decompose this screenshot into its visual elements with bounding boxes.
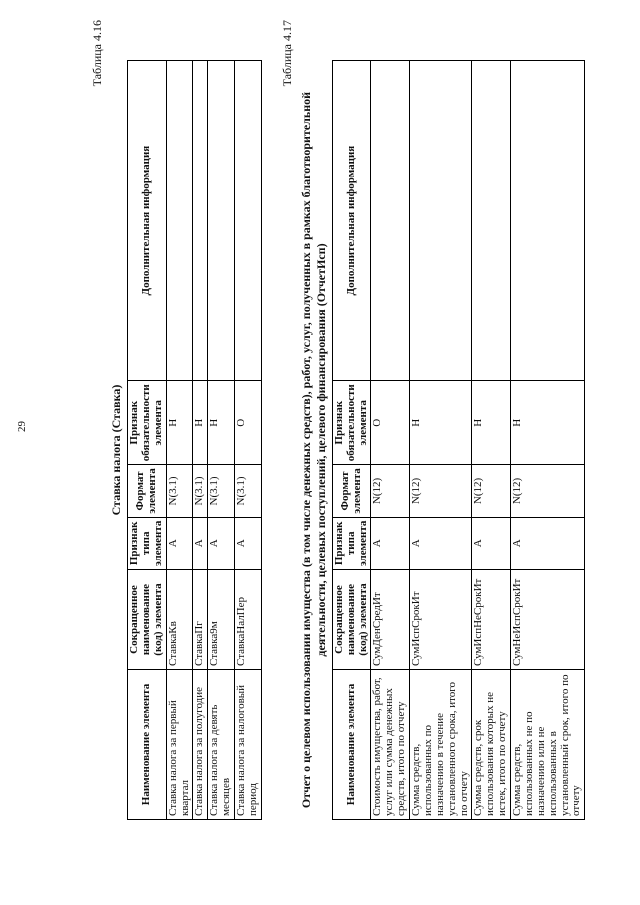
table-cell: СумИспНеСрокИт — [472, 570, 511, 670]
table-cell: А — [193, 517, 208, 569]
table-cell: N(12) — [371, 465, 410, 517]
table-row — [235, 61, 262, 820]
table-cell — [208, 61, 235, 381]
table-17-title: Отчет о целевом использовании имущества (в том числе денежных средств), работ, услуг, полученных в рамках благотворительной деятельности, целевых поступлений, целевого финансирования (ОтчетИсп) — [298, 91, 328, 809]
table-row — [166, 61, 193, 820]
table-17-caption: Таблица 4.17 — [279, 20, 294, 87]
tax-rate-table — [127, 60, 262, 820]
table-cell: А — [371, 517, 410, 569]
column-header: Сокращенное наименование (код) элемента — [332, 570, 371, 670]
usage-report-table — [332, 60, 586, 820]
table-cell: Сумма средств, использованных по назначению в течение установленного срока, итого по отчету — [410, 670, 472, 820]
table-cell: О — [235, 381, 262, 465]
table-cell: Ставка налога за налоговый период — [235, 670, 262, 820]
table-row — [371, 61, 410, 820]
table-cell: Ставка налога за первый квартал — [166, 670, 193, 820]
table-cell: N(3.1) — [235, 465, 262, 517]
table-cell — [511, 61, 585, 381]
table-row — [410, 61, 472, 820]
table-cell: N(3.1) — [208, 465, 235, 517]
table-cell: N(3.1) — [166, 465, 193, 517]
table-cell: А — [235, 517, 262, 569]
column-header: Формат элемента — [128, 465, 167, 517]
table-cell: СтавкаПг — [193, 570, 208, 670]
table-cell: N(12) — [472, 465, 511, 517]
table-header-row — [332, 61, 371, 820]
rotated-content — [90, 20, 583, 880]
table-cell: СтавкаКв — [166, 570, 193, 670]
table-cell — [166, 61, 193, 381]
table-cell — [410, 61, 472, 381]
table-cell: СумДенСредИт — [371, 570, 410, 670]
table-cell — [235, 61, 262, 381]
table-cell: А — [166, 517, 193, 569]
table-header-row — [128, 61, 167, 820]
table-cell — [193, 61, 208, 381]
table-cell: Н — [472, 381, 511, 465]
column-header: Признак обязательности элемента — [332, 381, 371, 465]
table-cell — [371, 61, 410, 381]
table-row — [511, 61, 585, 820]
table-cell: Ставка налога за девять месяцев — [208, 670, 235, 820]
table-cell: Сумма средств, использованных не по назначению или не использованных в установленный срок, итого по отчету — [511, 670, 585, 820]
table-row — [193, 61, 208, 820]
table-cell: Н — [193, 381, 208, 465]
column-header: Дополнительная информация — [128, 61, 167, 381]
table-cell: Н — [511, 381, 585, 465]
column-header: Наименование элемента — [128, 670, 167, 820]
table-cell: Стоимость имущества, работ, услуг или сумма денежных средств, итого по отчету — [371, 670, 410, 820]
column-header: Наименование элемента — [332, 670, 371, 820]
table-row — [472, 61, 511, 820]
table-cell: Сумма средств, срок использования которых не истек, итого по отчету — [472, 670, 511, 820]
table-cell: СумНеИспСрокИт — [511, 570, 585, 670]
table-cell: N(3.1) — [193, 465, 208, 517]
table-cell: Н — [410, 381, 472, 465]
table-cell: СумИспСрокИт — [410, 570, 472, 670]
table-cell: А — [511, 517, 585, 569]
column-header: Формат элемента — [332, 465, 371, 517]
table-cell: А — [208, 517, 235, 569]
column-header: Дополнительная информация — [332, 61, 371, 381]
column-header: Признак типа элемента — [332, 517, 371, 569]
table-cell — [472, 61, 511, 381]
page-number: 29 — [16, 421, 28, 432]
table-16-title: Ставка налога (Ставка) — [109, 384, 123, 516]
column-header: Сокращенное наименование (код) элемента — [128, 570, 167, 670]
table-cell: N(12) — [511, 465, 585, 517]
table-cell: А — [472, 517, 511, 569]
column-header: Признак обязательности элемента — [128, 381, 167, 465]
table-cell: Ставка налога за полугодие — [193, 670, 208, 820]
table-row — [208, 61, 235, 820]
table-16-caption: Таблица 4.16 — [90, 20, 104, 87]
table-cell: N(12) — [410, 465, 472, 517]
table-cell: А — [410, 517, 472, 569]
table-cell: Ставка9м — [208, 570, 235, 670]
table-cell: Н — [208, 381, 235, 465]
table-cell: СтавкаНалПер — [235, 570, 262, 670]
column-header: Признак типа элемента — [128, 517, 167, 569]
table-cell: Н — [166, 381, 193, 465]
table-cell: О — [371, 381, 410, 465]
